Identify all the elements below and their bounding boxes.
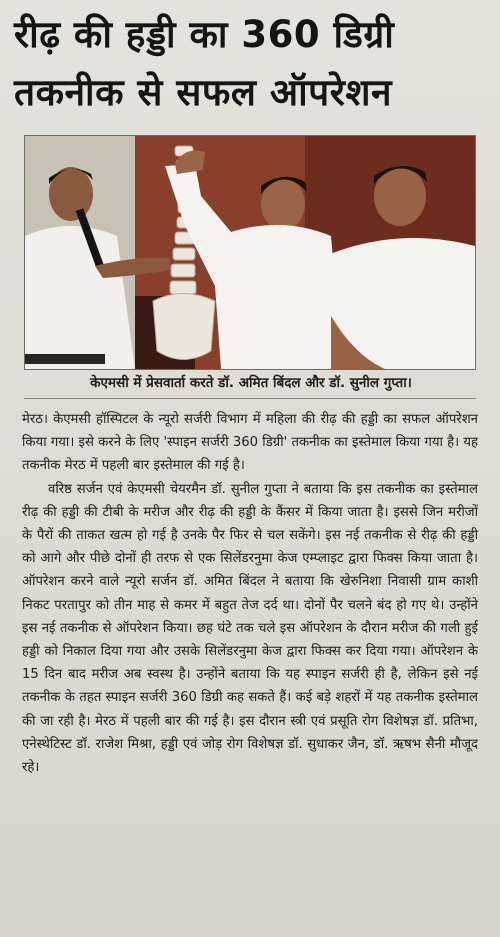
- divider: [24, 398, 476, 399]
- photo-illustration: [25, 136, 475, 369]
- press-conference-photo: [24, 135, 476, 370]
- headline: रीढ़ की हड्डी का 360 डिग्री तकनीक से सफल ऑपरेशन: [14, 13, 395, 114]
- article-paragraph: मेरठ। केएमसी हॉस्पिटल के न्यूरो सर्जरी विभाग में महिला की रीढ़ की हड्डी का सफल ऑपरेशन किया गया। इसे करने के लिए 'स्पाइन सर्जरी 360 डिग्री' तकनीक का इस्तेमाल किया गया है। यह तकनीक मेरठ में पहली बार इस्तेमाल की गई है।: [22, 412, 478, 474]
- photo-caption: केएमसी में प्रेसवार्ता करते डॉ. अमित बिंदल और डॉ. सुनील गुप्ता।: [90, 375, 412, 391]
- article-body: [22, 408, 478, 779]
- article-paragraph: वरिष्ठ सर्जन एवं केएमसी चेयरमैन डॉ. सुनील गुप्ता ने बताया कि इस तकनीक का इस्तेमाल रीढ़ की हड्डी की टीबी के मरीज और रीढ़ की हड्डी के कैंसर में किया जाता है। इससे जिन मरीजों के पैरों की ताकत खत्म हो गई है उनके पैर फिर से चल सकेंगे। इस नई तकनीक से रीढ़ की हड्डी को आगे और पीछे दोनों ही तरफ से एक सिलेंडरनुमा केज एम्प्लाइट द्वारा फिक्स किया जाता है। ऑपरेशन करने वाले न्यूरो सर्जन डॉ. अमित बिंदल ने बताया कि खेरुनिशा निवासी ग्राम काशी निकट परतापुर को तीन माह से कमर में बहुत तेज दर्द था। दोनों पैर चलने बंद हो गए थे। उन्होंने इस नई तकनीक से ऑपरेशन किया। छह घंटे तक चले इस ऑपरेशन के दौरान मरीज की गली हुई हड्डी को निकाल दिया गया और उसके सिलेंडरनुमा केज द्वारा फिक्स कर दिया गया। ऑपरेशन के 15 दिन बाद मरीज अब स्वस्थ है। उन्होंने बताया कि यह स्पाइन सर्जरी ही है, लेकिन इसे नई तकनीक के तहत स्पाइन सर्जरी 360 डिग्री कह सकते हैं। कई बड़े शहरों में यह तकनीक इस्तेमाल की जा रही है। मेरठ में पहली बार की गई है। इस दौरान स्त्री एवं प्रसूति रोग विशेषज्ञ डॉ. प्रतिभा, एनेस्थेटिस्ट डॉ. राजेश मिश्रा, हड्डी एवं जोड़ रोग विशेषज्ञ डॉ. सुधाकर जैन, डॉ. ऋषभ सैनी मौजूद रहे।: [22, 481, 478, 776]
